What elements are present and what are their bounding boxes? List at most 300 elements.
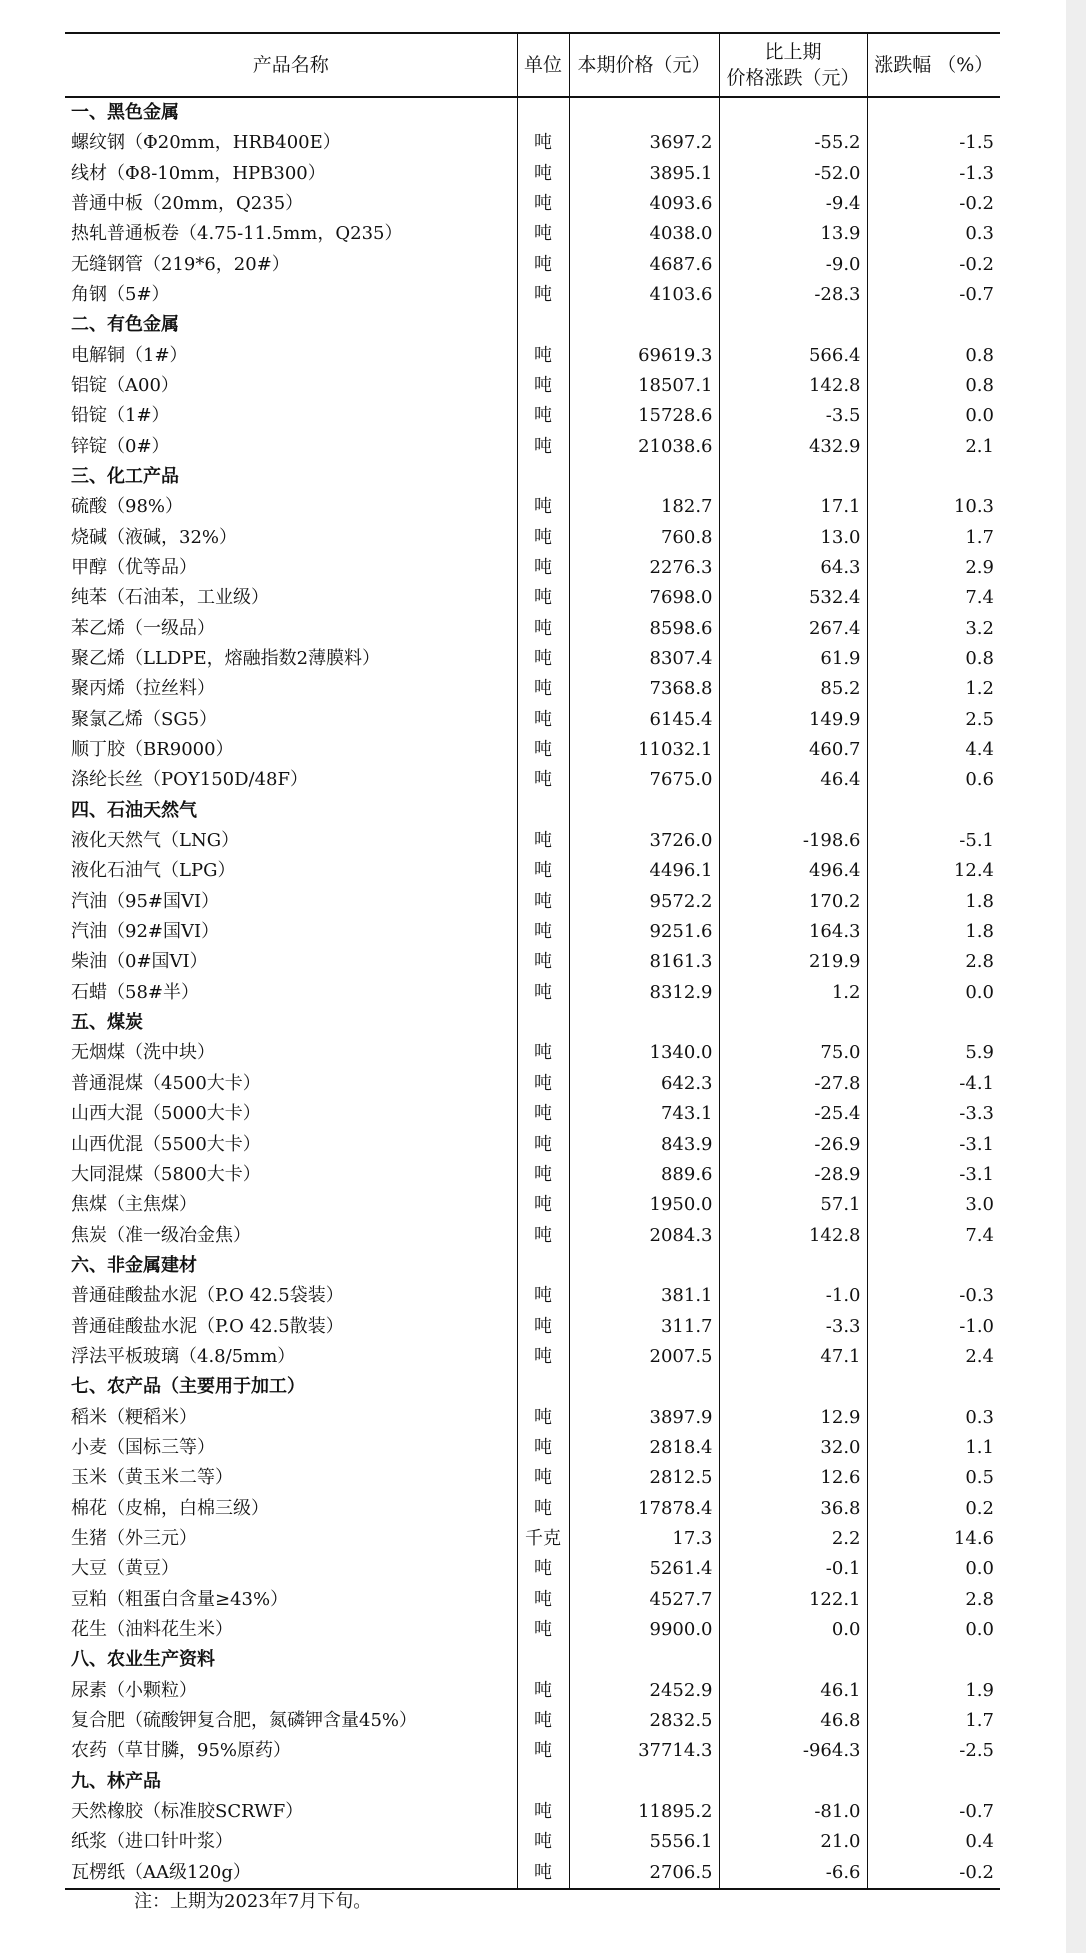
current-price: 9251.6 — [569, 917, 719, 947]
empty-cell — [867, 310, 1000, 340]
table-row — [65, 1524, 1000, 1554]
header-current-price: 本期价格（元） — [569, 33, 719, 97]
table-row — [65, 1402, 1000, 1432]
change-percent: -3.3 — [867, 1099, 1000, 1129]
table-row — [65, 553, 1000, 583]
change-percent: 0.4 — [867, 1827, 1000, 1857]
price-change: 432.9 — [719, 431, 867, 461]
price-change: 170.2 — [719, 887, 867, 917]
table-row — [65, 1160, 1000, 1190]
product-name: 普通中板（20mm，Q235） — [71, 192, 304, 214]
product-name: 大同混煤（5800大卡） — [71, 1163, 261, 1185]
current-price: 3697.2 — [569, 128, 719, 158]
product-unit: 吨 — [517, 280, 569, 310]
category-row — [65, 1372, 1000, 1402]
category-title: 二、有色金属 — [71, 314, 179, 336]
product-name: 生猪（外三元） — [71, 1527, 197, 1549]
product-unit: 吨 — [517, 856, 569, 886]
product-name: 山西大混（5000大卡） — [71, 1103, 261, 1125]
empty-cell — [517, 1645, 569, 1675]
price-table — [65, 32, 1000, 1890]
empty-cell — [569, 1008, 719, 1038]
change-percent: 1.9 — [867, 1676, 1000, 1706]
product-name: 聚乙烯（LLDPE，熔融指数2薄膜料） — [71, 648, 381, 670]
page-gutter — [1066, 0, 1086, 1953]
product-name: 豆粕（粗蛋白含量≥43%） — [71, 1588, 289, 1610]
category-title: 九、林产品 — [71, 1770, 161, 1792]
category-row — [65, 796, 1000, 826]
table-row — [65, 219, 1000, 249]
product-unit: 吨 — [517, 401, 569, 431]
product-name: 铝锭（A00） — [71, 374, 179, 396]
header-row — [65, 33, 1000, 97]
table-row — [65, 1038, 1000, 1068]
product-name: 普通混煤（4500大卡） — [71, 1072, 261, 1094]
price-change: 1.2 — [719, 978, 867, 1008]
product-unit: 千克 — [517, 1524, 569, 1554]
empty-cell — [867, 1372, 1000, 1402]
change-percent: -5.1 — [867, 826, 1000, 856]
change-percent: -0.3 — [867, 1281, 1000, 1311]
product-name: 浮法平板玻璃（4.8/5mm） — [71, 1345, 296, 1367]
price-change: -27.8 — [719, 1069, 867, 1099]
table-row — [65, 1129, 1000, 1159]
current-price: 7368.8 — [569, 674, 719, 704]
table-row — [65, 705, 1000, 735]
category-title: 一、黑色金属 — [71, 102, 179, 123]
current-price: 8307.4 — [569, 644, 719, 674]
price-change: -25.4 — [719, 1099, 867, 1129]
current-price: 843.9 — [569, 1129, 719, 1159]
current-price: 21038.6 — [569, 431, 719, 461]
current-price: 5556.1 — [569, 1827, 719, 1857]
change-percent: 3.0 — [867, 1190, 1000, 1220]
table-row — [65, 280, 1000, 310]
product-unit: 吨 — [517, 1706, 569, 1736]
product-unit: 吨 — [517, 371, 569, 401]
current-price: 69619.3 — [569, 340, 719, 370]
current-price: 2084.3 — [569, 1220, 719, 1250]
table-row — [65, 128, 1000, 158]
product-name: 液化天然气（LNG） — [71, 830, 240, 852]
product-name: 烧碱（液碱，32%） — [71, 526, 238, 548]
table-row — [65, 1220, 1000, 1250]
price-change: -3.3 — [719, 1311, 867, 1341]
price-change: 57.1 — [719, 1190, 867, 1220]
category-row — [65, 97, 1000, 128]
table-row — [65, 1585, 1000, 1615]
table-row — [65, 1827, 1000, 1857]
change-percent: 0.8 — [867, 644, 1000, 674]
price-change: -28.3 — [719, 280, 867, 310]
table-row — [65, 1493, 1000, 1523]
current-price: 2832.5 — [569, 1706, 719, 1736]
table-row — [65, 614, 1000, 644]
price-change: 164.3 — [719, 917, 867, 947]
price-change: 12.9 — [719, 1402, 867, 1432]
change-percent: 0.5 — [867, 1463, 1000, 1493]
current-price: 889.6 — [569, 1160, 719, 1190]
price-change: -3.5 — [719, 401, 867, 431]
price-change: 13.0 — [719, 522, 867, 552]
table-row — [65, 371, 1000, 401]
empty-cell — [569, 796, 719, 826]
current-price: 37714.3 — [569, 1736, 719, 1766]
empty-cell — [867, 97, 1000, 128]
header-unit: 单位 — [517, 33, 569, 97]
product-name: 线材（Φ8-10mm，HPB300） — [71, 162, 326, 184]
price-change: 46.8 — [719, 1706, 867, 1736]
product-unit: 吨 — [517, 158, 569, 188]
empty-cell — [867, 1251, 1000, 1281]
change-percent: -3.1 — [867, 1160, 1000, 1190]
change-percent: 0.8 — [867, 371, 1000, 401]
price-change: 2.2 — [719, 1524, 867, 1554]
price-change: 17.1 — [719, 492, 867, 522]
current-price: 2276.3 — [569, 553, 719, 583]
price-change: 0.0 — [719, 1615, 867, 1645]
product-name: 棉花（皮棉，白棉三级） — [71, 1497, 269, 1519]
product-unit: 吨 — [517, 1493, 569, 1523]
price-change: -9.0 — [719, 249, 867, 279]
product-name: 顺丁胶（BR9000） — [71, 739, 234, 761]
current-price: 182.7 — [569, 492, 719, 522]
current-price: 3726.0 — [569, 826, 719, 856]
price-change: -52.0 — [719, 158, 867, 188]
category-title: 六、非金属建材 — [71, 1254, 197, 1276]
price-change: 75.0 — [719, 1038, 867, 1068]
current-price: 5261.4 — [569, 1554, 719, 1584]
price-change: 532.4 — [719, 583, 867, 613]
product-name: 农药（草甘膦，95%原药） — [71, 1740, 292, 1762]
price-change: 566.4 — [719, 340, 867, 370]
price-change: 122.1 — [719, 1585, 867, 1615]
product-name: 纸浆（进口针叶浆） — [71, 1831, 233, 1853]
product-name: 普通硅酸盐水泥（P.O 42.5散装） — [71, 1315, 344, 1337]
empty-cell — [719, 462, 867, 492]
table-body — [65, 97, 1000, 1889]
product-name: 汽油（95#国VI） — [71, 890, 220, 912]
product-unit: 吨 — [517, 1585, 569, 1615]
price-change: 46.4 — [719, 765, 867, 795]
empty-cell — [867, 1645, 1000, 1675]
current-price: 8312.9 — [569, 978, 719, 1008]
product-unit: 吨 — [517, 826, 569, 856]
price-change: 64.3 — [719, 553, 867, 583]
product-name: 大豆（黄豆） — [71, 1558, 179, 1580]
product-unit: 吨 — [517, 1342, 569, 1372]
product-unit: 吨 — [517, 1827, 569, 1857]
empty-cell — [517, 310, 569, 340]
table-row — [65, 1099, 1000, 1129]
empty-cell — [719, 310, 867, 340]
current-price: 3897.9 — [569, 1402, 719, 1432]
product-name: 小麦（国标三等） — [71, 1436, 215, 1458]
empty-cell — [867, 1008, 1000, 1038]
header-price-change-line1: 比上期 — [764, 41, 822, 63]
table-row — [65, 947, 1000, 977]
change-percent: 1.2 — [867, 674, 1000, 704]
empty-cell — [569, 310, 719, 340]
change-percent: 2.4 — [867, 1342, 1000, 1372]
table-row — [65, 583, 1000, 613]
price-change: 496.4 — [719, 856, 867, 886]
empty-cell — [719, 97, 867, 128]
product-name: 角钢（5#） — [71, 283, 170, 305]
table-row — [65, 1463, 1000, 1493]
current-price: 9572.2 — [569, 887, 719, 917]
price-change: 46.1 — [719, 1676, 867, 1706]
change-percent: 2.5 — [867, 705, 1000, 735]
product-unit: 吨 — [517, 583, 569, 613]
empty-cell — [719, 1372, 867, 1402]
change-percent: 10.3 — [867, 492, 1000, 522]
current-price: 760.8 — [569, 522, 719, 552]
current-price: 11032.1 — [569, 735, 719, 765]
current-price: 311.7 — [569, 1311, 719, 1341]
empty-cell — [517, 1008, 569, 1038]
product-name: 铅锭（1#） — [71, 405, 170, 427]
price-change: 142.8 — [719, 371, 867, 401]
category-title: 七、农产品（主要用于加工） — [71, 1376, 305, 1398]
product-unit: 吨 — [517, 219, 569, 249]
product-unit: 吨 — [517, 431, 569, 461]
change-percent: -0.7 — [867, 280, 1000, 310]
price-change: -0.1 — [719, 1554, 867, 1584]
current-price: 8598.6 — [569, 614, 719, 644]
price-change: 267.4 — [719, 614, 867, 644]
table-row — [65, 735, 1000, 765]
empty-cell — [719, 1008, 867, 1038]
product-unit: 吨 — [517, 1281, 569, 1311]
change-percent: 1.8 — [867, 917, 1000, 947]
product-unit: 吨 — [517, 1069, 569, 1099]
table-row — [65, 1190, 1000, 1220]
table-row — [65, 340, 1000, 370]
product-unit: 吨 — [517, 978, 569, 1008]
price-change: -81.0 — [719, 1797, 867, 1827]
change-percent: -0.2 — [867, 189, 1000, 219]
product-name: 普通硅酸盐水泥（P.O 42.5袋装） — [71, 1285, 344, 1307]
table-row — [65, 1706, 1000, 1736]
category-title: 四、石油天然气 — [71, 799, 197, 821]
price-change: 61.9 — [719, 644, 867, 674]
product-name: 天然橡胶（标准胶SCRWF） — [71, 1801, 304, 1823]
empty-cell — [517, 1767, 569, 1797]
table-row — [65, 1281, 1000, 1311]
price-change: -28.9 — [719, 1160, 867, 1190]
change-percent: 1.7 — [867, 522, 1000, 552]
change-percent: 1.1 — [867, 1433, 1000, 1463]
product-name: 尿素（小颗粒） — [71, 1679, 197, 1701]
price-change: -9.4 — [719, 189, 867, 219]
current-price: 9900.0 — [569, 1615, 719, 1645]
change-percent: 7.4 — [867, 583, 1000, 613]
table-row — [65, 644, 1000, 674]
change-percent: 14.6 — [867, 1524, 1000, 1554]
current-price: 4103.6 — [569, 280, 719, 310]
price-change: 142.8 — [719, 1220, 867, 1250]
change-percent: 0.0 — [867, 401, 1000, 431]
empty-cell — [569, 462, 719, 492]
change-percent: 0.0 — [867, 1554, 1000, 1584]
product-name: 花生（油料花生米） — [71, 1619, 233, 1641]
current-price: 7698.0 — [569, 583, 719, 613]
product-name: 焦炭（准一级冶金焦） — [71, 1224, 251, 1246]
header-price-change-line2: 价格涨跌（元） — [726, 67, 860, 89]
price-change: 32.0 — [719, 1433, 867, 1463]
price-change: 12.6 — [719, 1463, 867, 1493]
product-unit: 吨 — [517, 1797, 569, 1827]
change-percent: -0.7 — [867, 1797, 1000, 1827]
product-unit: 吨 — [517, 128, 569, 158]
table-row — [65, 492, 1000, 522]
product-name: 电解铜（1#） — [71, 344, 188, 366]
current-price: 381.1 — [569, 1281, 719, 1311]
empty-cell — [719, 796, 867, 826]
product-unit: 吨 — [517, 553, 569, 583]
empty-cell — [719, 1645, 867, 1675]
current-price: 2818.4 — [569, 1433, 719, 1463]
product-name: 锌锭（0#） — [71, 435, 170, 457]
product-unit: 吨 — [517, 1433, 569, 1463]
product-name: 热轧普通板卷（4.75-11.5mm，Q235） — [71, 223, 403, 245]
table-row — [65, 401, 1000, 431]
product-unit: 吨 — [517, 1190, 569, 1220]
product-unit: 吨 — [517, 249, 569, 279]
change-percent: 3.2 — [867, 614, 1000, 644]
product-unit: 吨 — [517, 1463, 569, 1493]
product-unit: 吨 — [517, 614, 569, 644]
table-row — [65, 1615, 1000, 1645]
category-row — [65, 1251, 1000, 1281]
product-name: 复合肥（硫酸钾复合肥，氮磷钾含量45%） — [71, 1710, 418, 1732]
product-name: 焦煤（主焦煤） — [71, 1194, 197, 1216]
table-row — [65, 887, 1000, 917]
product-unit: 吨 — [517, 1220, 569, 1250]
table-row — [65, 1676, 1000, 1706]
current-price: 17.3 — [569, 1524, 719, 1554]
empty-cell — [569, 1767, 719, 1797]
product-unit: 吨 — [517, 522, 569, 552]
change-percent: 0.0 — [867, 1615, 1000, 1645]
empty-cell — [517, 1251, 569, 1281]
category-title: 三、化工产品 — [71, 465, 179, 487]
current-price: 743.1 — [569, 1099, 719, 1129]
empty-cell — [569, 97, 719, 128]
current-price: 11895.2 — [569, 1797, 719, 1827]
current-price: 7675.0 — [569, 765, 719, 795]
table-row — [65, 522, 1000, 552]
table-row — [65, 1797, 1000, 1827]
product-unit: 吨 — [517, 1615, 569, 1645]
current-price: 8161.3 — [569, 947, 719, 977]
table-row — [65, 674, 1000, 704]
product-name: 纯苯（石油苯，工业级） — [71, 587, 269, 609]
empty-cell — [867, 1767, 1000, 1797]
product-name: 苯乙烯（一级品） — [71, 617, 215, 639]
price-change: 36.8 — [719, 1493, 867, 1523]
empty-cell — [867, 796, 1000, 826]
product-name: 液化石油气（LPG） — [71, 860, 236, 882]
change-percent: 2.8 — [867, 1585, 1000, 1615]
product-unit: 吨 — [517, 1402, 569, 1432]
category-row — [65, 462, 1000, 492]
change-percent: 2.8 — [867, 947, 1000, 977]
product-name: 汽油（92#国VI） — [71, 921, 220, 943]
current-price: 4527.7 — [569, 1585, 719, 1615]
change-percent: 0.0 — [867, 978, 1000, 1008]
change-percent: -2.5 — [867, 1736, 1000, 1766]
product-unit: 吨 — [517, 887, 569, 917]
price-change: -55.2 — [719, 128, 867, 158]
empty-cell — [867, 462, 1000, 492]
price-change: -1.0 — [719, 1281, 867, 1311]
current-price: 17878.4 — [569, 1493, 719, 1523]
category-row — [65, 1008, 1000, 1038]
current-price: 2452.9 — [569, 1676, 719, 1706]
product-unit: 吨 — [517, 1160, 569, 1190]
current-price: 2706.5 — [569, 1858, 719, 1889]
price-change: 219.9 — [719, 947, 867, 977]
empty-cell — [517, 1372, 569, 1402]
table-row — [65, 856, 1000, 886]
product-name: 聚丙烯（拉丝料） — [71, 678, 215, 700]
product-unit: 吨 — [517, 674, 569, 704]
table-row — [65, 1858, 1000, 1889]
price-change: -964.3 — [719, 1736, 867, 1766]
change-percent: 4.4 — [867, 735, 1000, 765]
change-percent: 0.8 — [867, 340, 1000, 370]
change-percent: 1.8 — [867, 887, 1000, 917]
header-change-percent: 涨跌幅 （%） — [867, 33, 1000, 97]
change-percent: 12.4 — [867, 856, 1000, 886]
table-row — [65, 158, 1000, 188]
empty-cell — [569, 1372, 719, 1402]
change-percent: 5.9 — [867, 1038, 1000, 1068]
change-percent: -4.1 — [867, 1069, 1000, 1099]
current-price: 6145.4 — [569, 705, 719, 735]
empty-cell — [719, 1767, 867, 1797]
empty-cell — [569, 1251, 719, 1281]
change-percent: 0.3 — [867, 219, 1000, 249]
table-row — [65, 765, 1000, 795]
current-price: 18507.1 — [569, 371, 719, 401]
change-percent: -0.2 — [867, 249, 1000, 279]
empty-cell — [719, 1251, 867, 1281]
product-unit: 吨 — [517, 917, 569, 947]
footnote: 注：上期为2023年7月下旬。 — [134, 1891, 372, 1912]
product-name: 硫酸（98%） — [71, 496, 184, 518]
product-name: 瓦楞纸（AA级120g） — [65, 1858, 517, 1889]
change-percent: -1.0 — [867, 1311, 1000, 1341]
empty-cell — [569, 1645, 719, 1675]
change-percent: 0.2 — [867, 1493, 1000, 1523]
header-product-name: 产品名称 — [65, 33, 517, 97]
change-percent: 2.9 — [867, 553, 1000, 583]
product-name: 甲醇（优等品） — [71, 556, 197, 578]
current-price: 3895.1 — [569, 158, 719, 188]
category-title: 八、农业生产资料 — [71, 1649, 215, 1671]
empty-cell — [517, 462, 569, 492]
change-percent: -1.3 — [867, 158, 1000, 188]
product-name: 聚氯乙烯（SG5） — [71, 708, 218, 730]
table-row — [65, 431, 1000, 461]
table-row — [65, 826, 1000, 856]
price-change: -26.9 — [719, 1129, 867, 1159]
current-price: 2812.5 — [569, 1463, 719, 1493]
current-price: 642.3 — [569, 1069, 719, 1099]
